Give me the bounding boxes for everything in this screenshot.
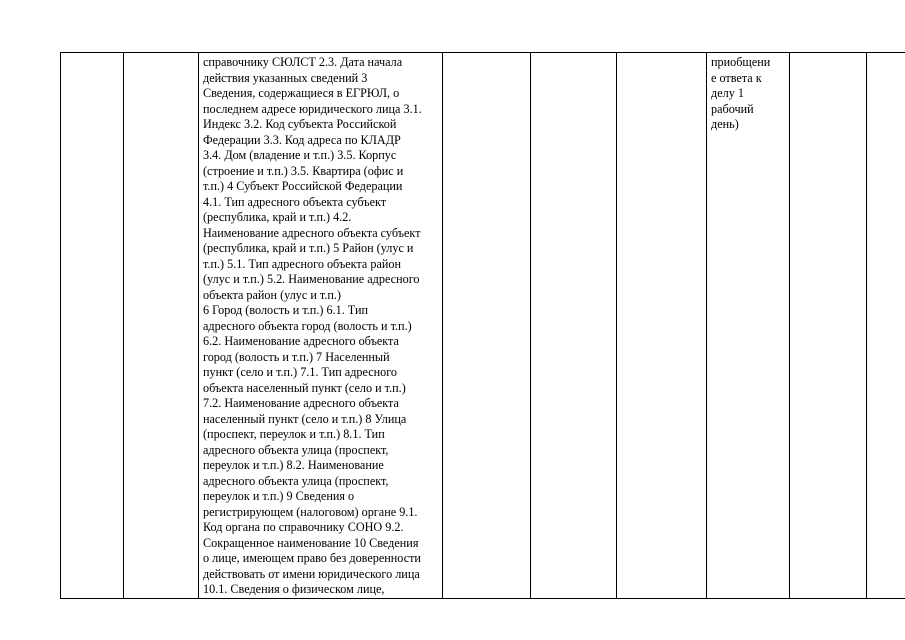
description-line: пункт (село и т.п.) 7.1. Тип адресного [203, 365, 398, 379]
note-line: делу 1 [711, 86, 744, 100]
description-line: Наименование адресного объекта субъект [203, 225, 421, 240]
note-line: приобщени [711, 55, 771, 69]
description-line: справочнику СЮЛСТ 2.3. Дата начала [203, 55, 403, 69]
description-line: о лице, имеющем право без доверенности [203, 551, 421, 565]
description-line: переулок и т.п.) 8.2. Наименование [203, 458, 384, 472]
description-line: Федерации 3.3. Код адреса по КЛАДР [203, 132, 401, 147]
description-line: действия указанных сведений 3 [203, 70, 368, 85]
table-cell-col5 [531, 53, 617, 599]
description-line: (республика, край и т.п.) 4.2. [203, 210, 352, 224]
note-line: день) [711, 117, 739, 131]
description-line: т.п.) 4 Субъект Российской Федерации [203, 179, 403, 193]
table-cell-col2 [124, 53, 199, 599]
table-cell-note [707, 53, 790, 599]
table-cell-col8 [790, 53, 867, 599]
description-line: регистрирующем (налоговом) органе 9.1. [203, 504, 418, 519]
description-line: последнем адресе юридического лица 3.1. [203, 101, 422, 116]
table-cell-col9 [867, 53, 905, 599]
description-line: 10.1. Сведения о физическом лице, [203, 582, 385, 596]
description-line: 3.4. Дом (владение и т.п.) 3.5. Корпус [203, 148, 397, 162]
description-line: т.п.) 5.1. Тип адресного объекта район [203, 256, 402, 271]
table-row [61, 53, 905, 599]
table-cell-col1 [61, 53, 124, 599]
description-line: Сокращенное наименование 10 Сведения [203, 535, 419, 550]
description-line: (улус и т.п.) 5.2. Наименование адресного [203, 272, 420, 286]
description-line: (республика, край и т.п.) 5 Район (улус и [203, 241, 414, 255]
note-line: е ответа к [711, 70, 762, 85]
description-line: 6.2. Наименование адресного объекта [203, 334, 399, 348]
description-line: Индекс 3.2. Код субъекта Российской [203, 117, 397, 131]
description-line: Код органа по справочнику СОНО 9.2. [203, 520, 404, 534]
description-line: адресного объекта улица (проспект, [203, 473, 389, 488]
description-line: адресного объекта город (волость и т.п.) [203, 318, 412, 333]
description-line: (строение и т.п.) 3.5. Квартира (офис и [203, 163, 404, 178]
description-line: переулок и т.п.) 9 Сведения о [203, 489, 355, 503]
description-line: Сведения, содержащиеся в ЕГРЮЛ, о [203, 86, 400, 100]
description-line: 4.1. Тип адресного объекта субъект [203, 194, 387, 209]
description-line: 6 Город (волость и т.п.) 6.1. Тип [203, 303, 368, 317]
description-line: населенный пункт (село и т.п.) 8 Улица [203, 411, 407, 426]
table-cell-description [199, 53, 443, 599]
description-line: (проспект, переулок и т.п.) 8.1. Тип [203, 427, 385, 441]
table-cell-col4 [443, 53, 531, 599]
document-table [60, 52, 905, 599]
description-line: адресного объекта улица (проспект, [203, 442, 389, 457]
description-line: объекта населенный пункт (село и т.п.) [203, 380, 406, 395]
description-line: 7.2. Наименование адресного объекта [203, 396, 399, 410]
table-cell-col6 [617, 53, 707, 599]
note-line: рабочий [711, 101, 754, 116]
description-line: объекта район (улус и т.п.) [203, 287, 341, 302]
description-line: город (волость и т.п.) 7 Населенный [203, 349, 390, 364]
description-line: действовать от имени юридического лица [203, 566, 420, 581]
